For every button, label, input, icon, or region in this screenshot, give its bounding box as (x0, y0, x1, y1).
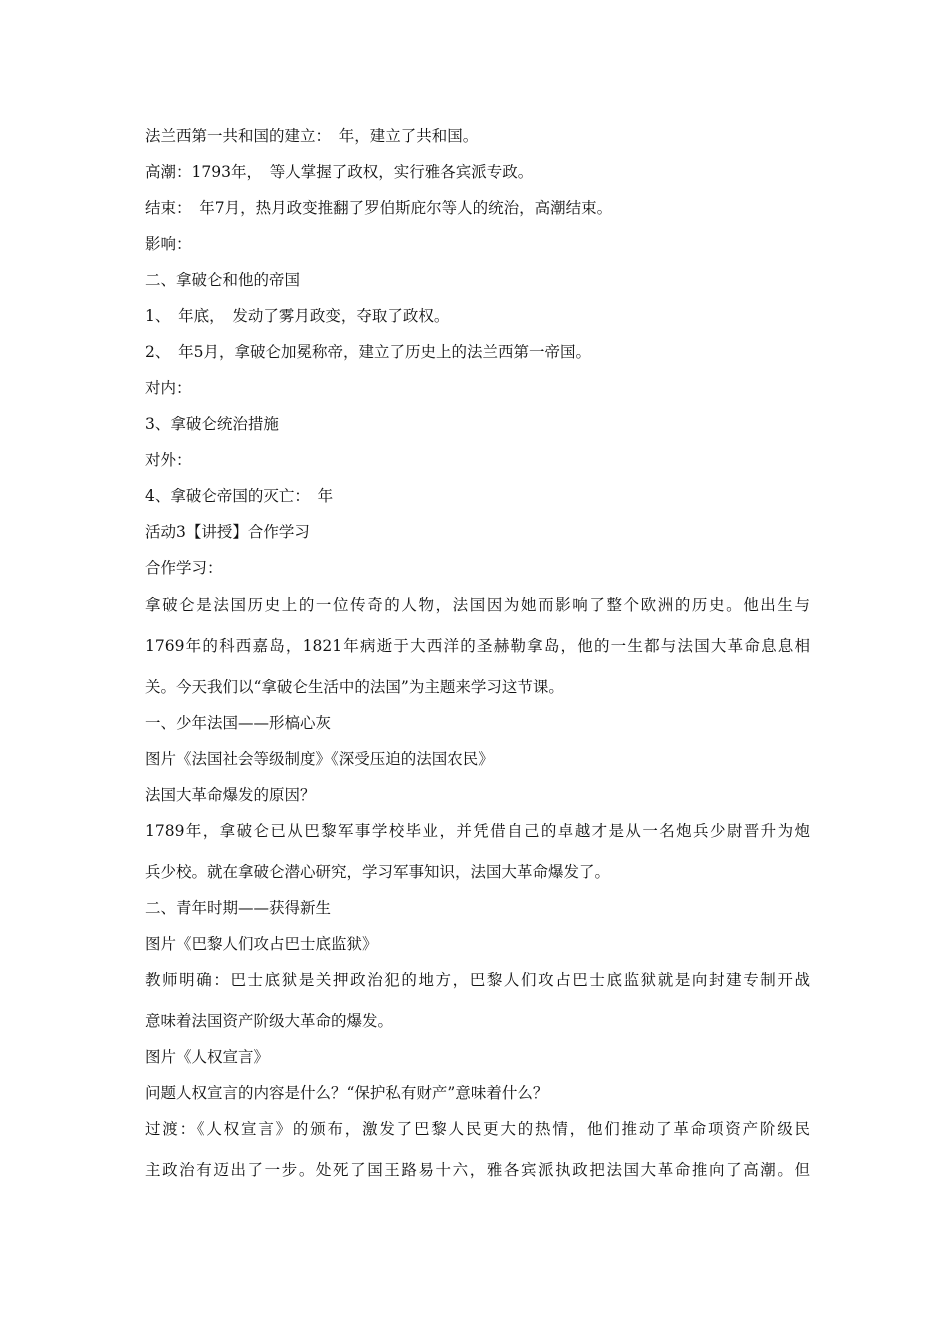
text-line: 结束： 年7月，热月政变推翻了罗伯斯庇尔等人的统治，高潮结束。 (145, 199, 613, 217)
text-line: 4、拿破仑帝国的灭亡： 年 (145, 487, 334, 505)
text-line: 对内： (145, 379, 192, 397)
paragraph-line: 兵少校。就在拿破仑潜心研究，学习军事知识，法国大革命爆发了。 (145, 863, 611, 881)
section-heading: 二、拿破仑和他的帝国 (145, 271, 301, 289)
paragraph-line: 教师明确：巴士底狱是关押政治犯的地方，巴黎人们攻占巴士底监狱就是向封建专制开战 (145, 971, 810, 989)
text-line: 影响： (145, 235, 192, 253)
text-line: 法国大革命爆发的原因？ (145, 786, 316, 804)
activity-heading: 活动3【讲授】合作学习 (145, 523, 310, 541)
paragraph-line: 拿破仑是法国历史上的一位传奇的人物，法国因为她而影响了整个欧洲的历史。他出生与 (145, 596, 810, 614)
text-line: 法兰西第一共和国的建立： 年，建立了共和国。 (145, 127, 479, 145)
section-heading: 一、少年法国——形槁心灰 (145, 714, 332, 732)
text-line: 问题人权宣言的内容是什么？“保护私有财产”意味着什么？ (145, 1084, 549, 1102)
paragraph-line: 1789年，拿破仑已从巴黎军事学校毕业，并凭借自己的卓越才是从一名炮兵少尉晋升为炮 (145, 822, 810, 840)
text-line: 图片《巴黎人们攻占巴士底监狱》 (145, 935, 378, 953)
paragraph-line: 主政治有迈出了一步。处死了国王路易十六，雅各宾派执政把法国大革命推向了高潮。但 (145, 1161, 810, 1179)
text-line: 合作学习： (145, 559, 223, 577)
text-line: 2、 年5月，拿破仑加冕称帝，建立了历史上的法兰西第一帝国。 (145, 343, 591, 361)
text-line: 对外： (145, 451, 192, 469)
text-line: 图片《人权宣言》 (145, 1048, 270, 1066)
text-line: 3、拿破仑统治措施 (145, 415, 279, 433)
paragraph-line: 1769年的科西嘉岛，1821年病逝于大西洋的圣赫勒拿岛，他的一生都与法国大革命息息相 (145, 637, 810, 655)
paragraph-line: 意味着法国资产阶级大革命的爆发。 (145, 1012, 394, 1030)
text-line: 图片《法国社会等级制度》《深受压迫的法国农民》 (145, 750, 494, 768)
paragraph-line: 关。今天我们以“拿破仑生活中的法国”为主题来学习这节课。 (145, 678, 564, 696)
section-heading: 二、青年时期——获得新生 (145, 899, 332, 917)
paragraph-line: 过渡：《人权宣言》的颁布，激发了巴黎人民更大的热情，他们推动了革命项资产阶级民 (145, 1120, 810, 1138)
text-line: 1、 年底， 发动了雾月政变，夺取了政权。 (145, 307, 450, 325)
text-line: 高潮：1793年， 等人掌握了政权，实行雅各宾派专政。 (145, 163, 534, 181)
